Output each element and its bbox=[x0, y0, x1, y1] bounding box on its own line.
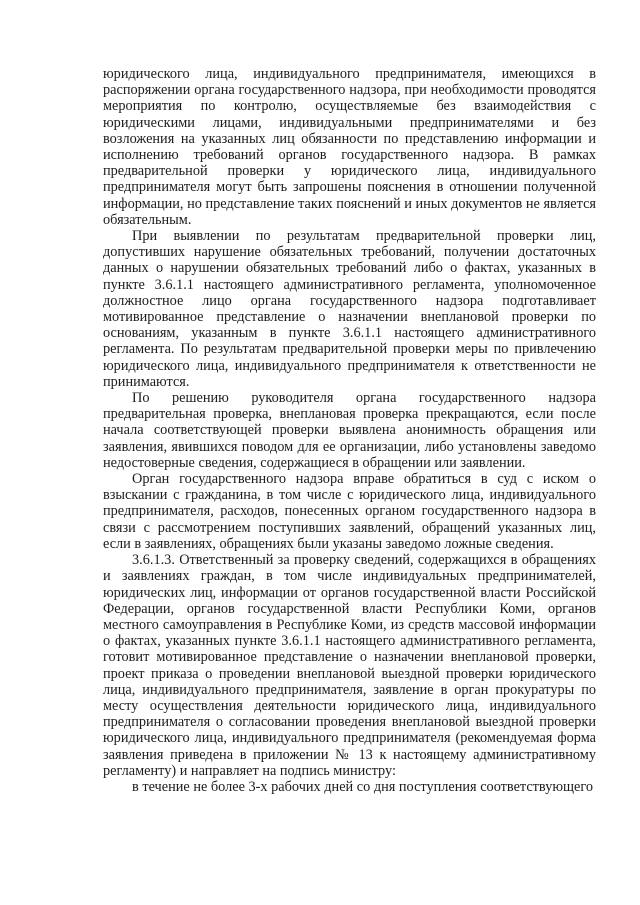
paragraph-continuation: юридического лица, индивидуального предпринимателя, имеющихся в распоряжении органа государственного надзора, при необходимости проводятся мероприятия по контролю, осуществляемые без взаимодействия с юридическими лицами, индивидуальными предпринимателями и без возложения на указанных лиц обязанности по представлению информации и исполнению требований органов государственного надзора. В рамках предварительной проверки у юридического лица, индивидуального предпринимателя могут быть запрошены пояснения в отношении полученной информации, но представление таких пояснений и иных документов не является обязательным. bbox=[103, 66, 596, 228]
paragraph-section-3-6-1-3: 3.6.1.3. Ответственный за проверку сведений, содержащихся в обращениях и заявлениях граждан, в том числе индивидуальных предпринимателей, юридических лиц, информации от органов государственной власти Российской Федерации, органов государственной власти Республики Коми, органов местного самоуправления в Республике Коми, из средств массовой информации о фактах, указанных пункте 3.6.1.1 настоящего административного регламента, готовит мотивированное представление о назначении внеплановой проверки, проект приказа о проведении внеплановой выездной проверки юридического лица, индивидуального предпринимателя, заявление в орган прокуратуры по месту осуществления деятельности юридического лица, индивидуального предпринимателя о согласовании проведения внеплановой выездной проверки юридического лица, индивидуального предпринимателя (рекомендуемая форма заявления приведена в приложении № 13 к настоящему административному регламенту) и направляет на подпись министру: bbox=[103, 552, 596, 779]
paragraph-deadline: в течение не более 3-х рабочих дней со дня поступления соответствующего bbox=[132, 778, 594, 795]
paragraph-preliminary-check-results: При выявлении по результатам предварительной проверки лиц, допустивших нарушение обязательных требований, получении достаточных данных о нарушении обязательных требований либо о фактах, указанных в пункте 3.6.1.1 настоящего административного регламента, уполномоченное должностное лицо органа государственного надзора подготавливает мотивированное представление о назначении внеплановой проверки по основаниям, указанным в пункте 3.6.1.1 настоящего административного регламента. По результатам предварительной проверки меры по привлечению юридического лица, индивидуального предпринимателя к ответственности не принимаются. bbox=[103, 228, 596, 390]
paragraph-court-claim: Орган государственного надзора вправе обратиться в суд с иском о взыскании с гражданина, в том числе с юридического лица, индивидуального предпринимателя, расходов, понесенных органом государственного надзора в связи с рассмотрением поступивших заявлений, обращений указанных лиц, если в заявлениях, обращениях были указаны заведомо ложные сведения. bbox=[103, 471, 596, 552]
paragraph-check-termination: По решению руководителя органа государственного надзора предварительная проверка, внеплановая проверка прекращаются, если после начала соответствующей проверки выявлена анонимность обращения или заявления, явившихся поводом для ее организации, либо установлены заведомо недостоверные сведения, содержащиеся в обращении или заявлении. bbox=[103, 390, 596, 471]
document-body bbox=[103, 66, 596, 795]
